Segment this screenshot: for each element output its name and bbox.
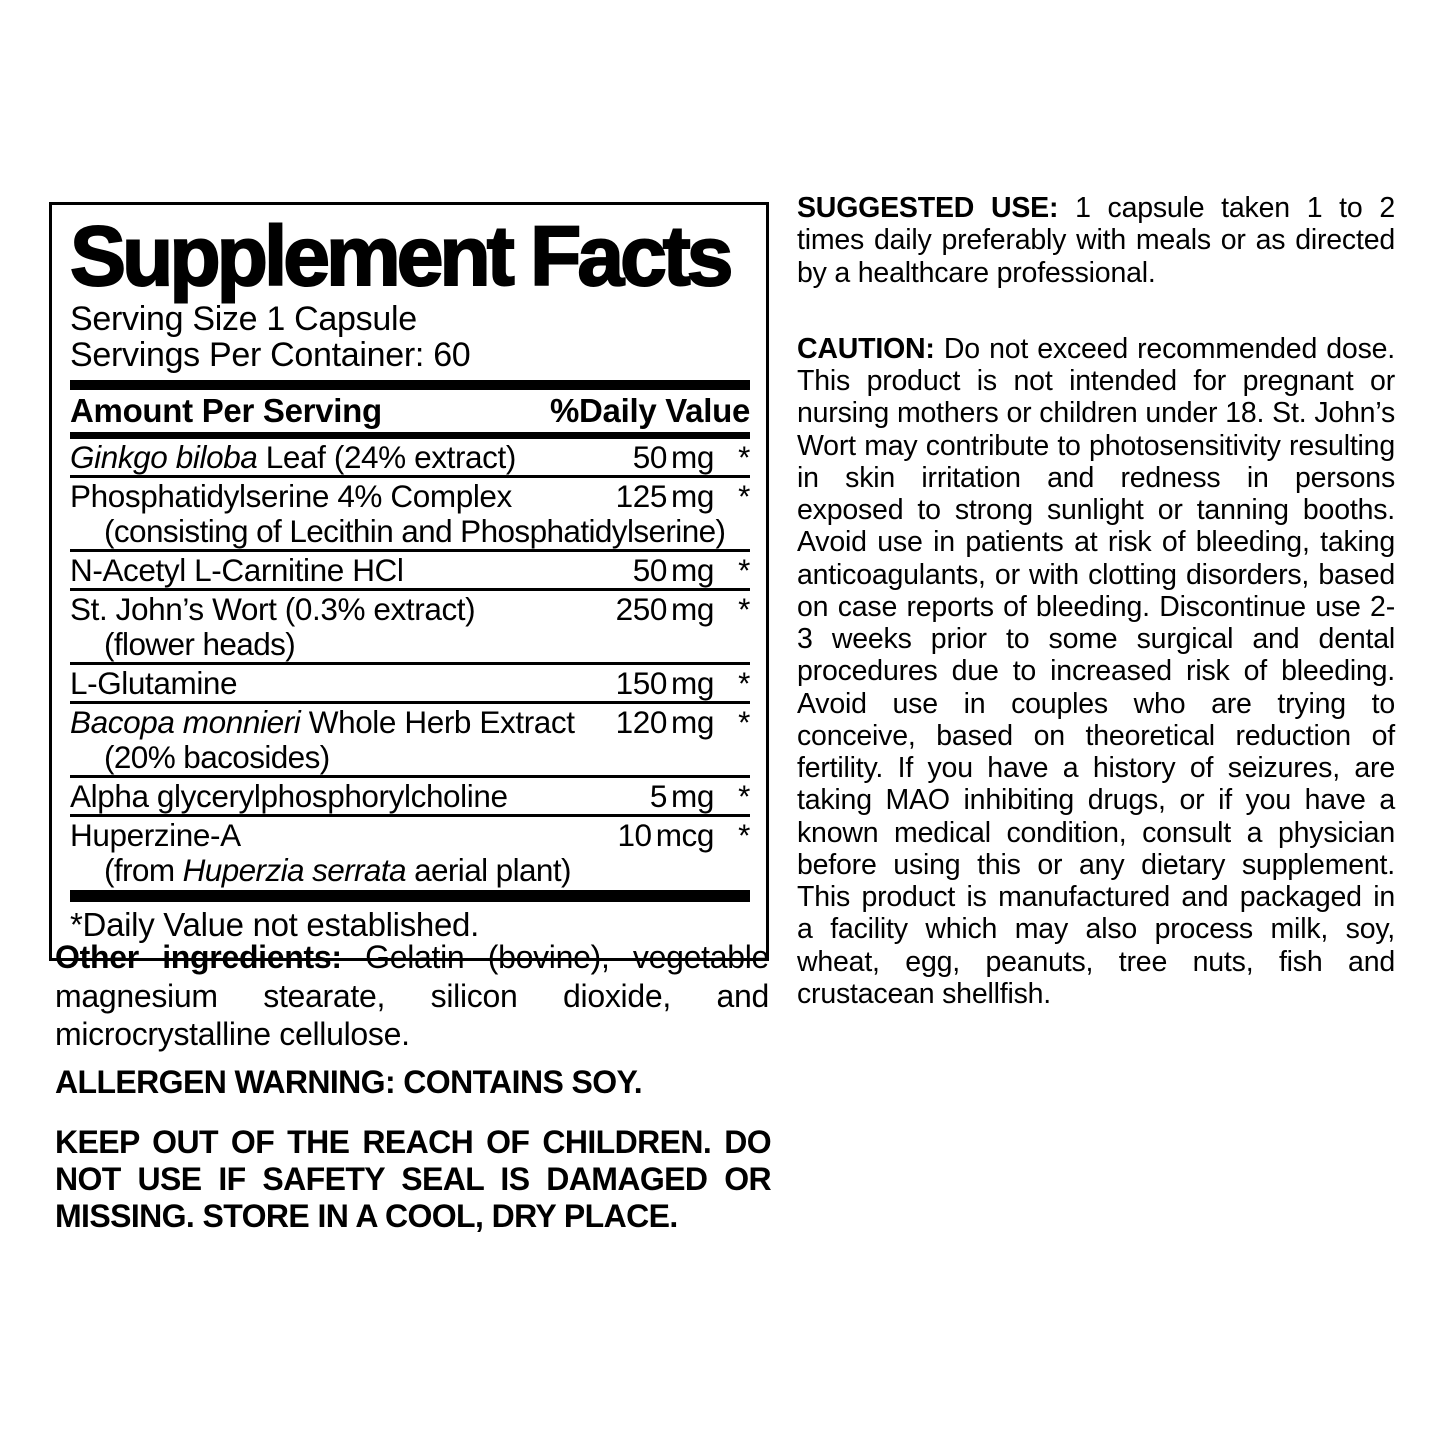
daily-value-asterisk: * (738, 552, 750, 588)
daily-value-header: %Daily Value (549, 392, 750, 429)
amount-number: 125 (615, 478, 668, 514)
amount-unit: mg (671, 478, 714, 514)
ingredient-text: (consisting of Lecithin and Phosphatidylserine) (104, 513, 726, 549)
table-row (70, 475, 750, 549)
allergen-warning: ALLERGEN WARNING: CONTAINS SOY. (55, 1064, 643, 1100)
ingredient-text: (20% bacosides) (104, 739, 330, 775)
ingredient-text: Whole Herb Extract (300, 704, 575, 740)
amount-unit: mg (671, 552, 714, 588)
ingredient-name (70, 705, 616, 739)
other-ingredients-label: Other ingredients: (55, 939, 342, 975)
serving-size: Serving Size 1 Capsule (70, 300, 417, 338)
amount-number: 120 (615, 704, 668, 740)
ingredient-line (70, 817, 750, 853)
ingredient-name (70, 818, 617, 852)
other-ingredients (55, 938, 769, 1054)
daily-value-asterisk: * (738, 665, 750, 701)
amount-number: 150 (615, 665, 668, 701)
suggested-use (797, 192, 1395, 289)
amount-unit: mg (671, 591, 714, 627)
ingredient-line (70, 439, 750, 475)
storage-warning: KEEP OUT OF THE REACH OF CHILDREN. DO NOT USE IF SAFETY SEAL IS DAMAGED OR MISSING. STORE IN A COOL, DRY PLACE. (55, 1124, 771, 1234)
ingredient-amount (633, 553, 714, 587)
ingredient-subtext (70, 740, 750, 775)
ingredient-text: aerial plant) (405, 852, 571, 888)
ingredient-line (70, 778, 750, 814)
ingredient-text: Leaf (24% extract) (257, 439, 516, 475)
table-row (70, 662, 750, 701)
amount-unit: mcg (655, 817, 714, 853)
divider-medium (70, 432, 750, 439)
ingredient-line (70, 591, 750, 627)
ingredient-line (70, 665, 750, 701)
ingredient-amount (616, 666, 714, 700)
ingredient-amount (616, 479, 714, 513)
amount-per-serving-header: Amount Per Serving (70, 392, 382, 429)
ingredient-text: (flower heads) (104, 626, 296, 662)
ingredient-text: Alpha glycerylphosphorylcholine (70, 778, 508, 814)
servings-per-container: Servings Per Container: 60 (70, 336, 471, 374)
caution-text: Do not exceed recommended dose. This product is not intended for pregnant or nursing mothers or children under 18. St. John’s Wort may contribute to photosensitivity resulting in skin irritation and redness in persons exposed to strong sunlight or tanning booths. Avoid use in patients at risk of bleeding, taking anticoagulants, or with clotting disorders, based on case reports of bleeding. Discontinue use 2-3 weeks prior to some surgical and dental procedures due to increased risk of bleeding. Avoid use in couples who are trying to conceive, based on theoretical reduction of fertility. If you have a history of seizures, are taking MAO inhibiting drugs, or if you have a known medical condition, consult a physician before using this or any dietary supplement. This product is manufactured and packaged in a facility which may also process milk, soy, wheat, egg, peanuts, tree nuts, fish and crustacean shellfish. (797, 332, 1395, 1010)
ingredient-name (70, 592, 616, 626)
ingredient-amount (617, 818, 714, 852)
suggested-use-text: 1 capsule taken 1 to 2 times daily preferably with meals or as directed by a healthcare professional. (797, 192, 1395, 289)
ingredient-text: N-Acetyl L-Carnitine HCl (70, 552, 404, 588)
ingredient-subtext (70, 627, 750, 662)
ingredient-latin-name: Huperzia serrata (182, 852, 406, 888)
ingredient-amount (616, 705, 714, 739)
ingredient-latin-name: Ginkgo biloba (70, 439, 258, 475)
table-row (70, 588, 750, 662)
daily-value-asterisk: * (738, 704, 750, 740)
ingredient-text: L-Glutamine (70, 665, 238, 701)
suggested-use-label: SUGGESTED USE: (797, 192, 1059, 224)
ingredient-name (70, 479, 616, 513)
ingredient-name (70, 553, 633, 587)
amount-number: 250 (615, 591, 668, 627)
amount-number: 5 (649, 778, 668, 814)
divider-thick-top (70, 380, 750, 390)
table-row (70, 439, 750, 475)
amount-unit: mg (671, 778, 714, 814)
daily-value-asterisk: * (738, 439, 750, 475)
ingredient-latin-name: Bacopa monnieri (70, 704, 301, 740)
ingredient-line (70, 552, 750, 588)
ingredient-subtext (70, 514, 750, 549)
table-row (70, 549, 750, 588)
facts-rows (70, 439, 750, 888)
daily-value-footnote: *Daily Value not established. (70, 906, 479, 943)
ingredient-line (70, 704, 750, 740)
ingredient-name (70, 666, 616, 700)
ingredient-subtext (70, 853, 750, 888)
ingredient-amount (633, 440, 714, 474)
table-row (70, 814, 750, 888)
table-row (70, 701, 750, 775)
ingredient-text: Huperzine-A (70, 817, 241, 853)
supplement-facts-title: Supplement Facts (70, 209, 730, 303)
daily-value-asterisk: * (738, 817, 750, 853)
ingredient-text: St. John’s Wort (0.3% extract) (70, 591, 476, 627)
table-row (70, 775, 750, 814)
ingredient-amount (650, 779, 714, 813)
amount-number: 50 (632, 439, 668, 475)
ingredient-line (70, 478, 750, 514)
usage-column (797, 192, 1395, 1010)
ingredient-amount (616, 592, 714, 626)
amount-unit: mg (671, 665, 714, 701)
caution (797, 333, 1395, 1010)
daily-value-asterisk: * (738, 778, 750, 814)
caution-label: CAUTION: (797, 332, 935, 365)
daily-value-asterisk: * (738, 478, 750, 514)
supplement-facts-panel (49, 202, 769, 961)
ingredient-text: (from (104, 852, 183, 888)
amount-number: 50 (632, 552, 668, 588)
amount-unit: mg (671, 704, 714, 740)
amount-number: 10 (617, 817, 652, 853)
facts-header-row (70, 390, 750, 432)
ingredient-name (70, 440, 633, 474)
divider-thick-bottom (70, 890, 750, 902)
amount-unit: mg (671, 439, 714, 475)
other-ingredients-text: Gelatin (bovine), vegetable magnesium stearate, silicon dioxide, and microcrystalline cellulose. (55, 939, 770, 1052)
daily-value-asterisk: * (738, 591, 750, 627)
ingredient-name (70, 779, 650, 813)
ingredient-text: Phosphatidylserine 4% Complex (70, 478, 512, 514)
